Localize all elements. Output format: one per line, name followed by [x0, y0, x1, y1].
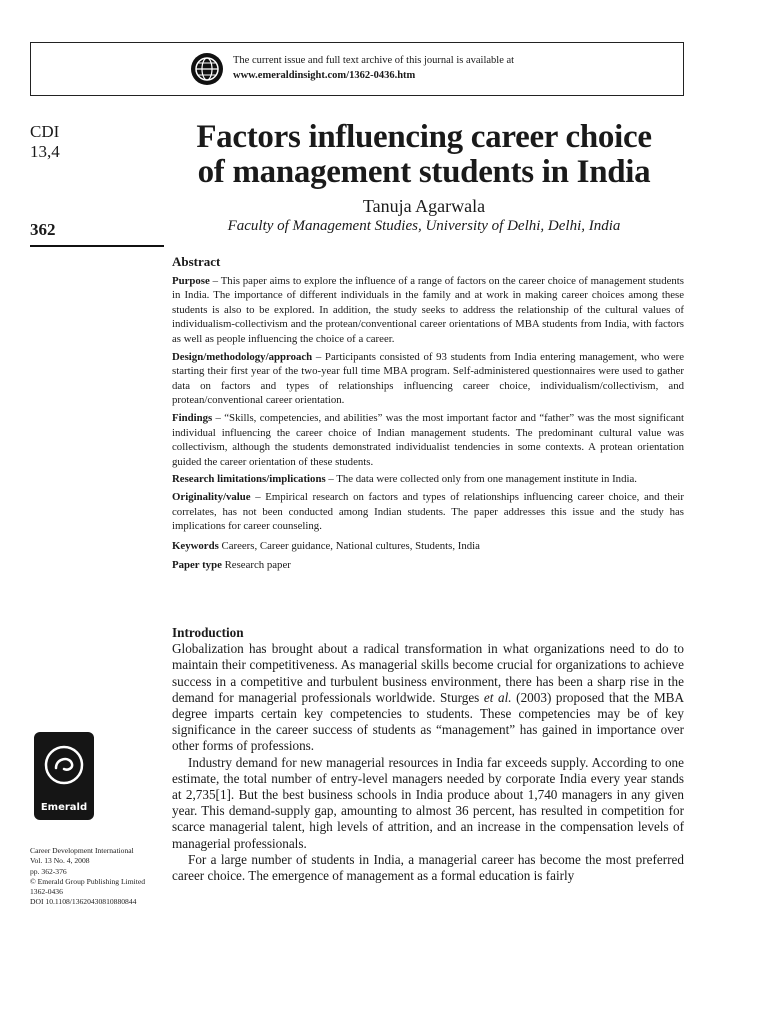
abstract-originality: [172, 490, 684, 534]
globe-icon: [191, 53, 223, 85]
originality-text: – Empirical research on factors and types of relationships influencing career choice, and their correlates, has not been conducted among Indian students. The paper addresses this issue and the study has implications for career counseling.: [172, 490, 684, 533]
pub-journal: Career Development International: [30, 846, 134, 855]
design-label: Design/methodology/approach: [172, 350, 313, 363]
volume-issue: 13,4: [30, 142, 60, 161]
purpose-text: – This paper aims to explore the influence of a range of factors on the career choice of management students in India. The importance of different individuals in the family and at work in making career choices among these students is also to be explored. In addition, the study seeks to address the relationship of the cultural values of individualism-collectivism and the protean/conventional career orientations of MBA students from India, with factors as well as people influencing the choice of a career.: [172, 274, 684, 345]
intro-paragraph-2: Industry demand for new managerial resources in India far exceeds supply. According to one estimate, the total number of entry-level managers needed by corporate India every year stands at 2,735[1]. But the best business schools in India produce about 1,740 managers in any given year. This demand-supply gap, amounting to almost 36 percent, has resulted in competition for scarce managerial talent, high levels of attrition, and an increase in the compensation levels of managerial professionals.: [172, 754, 684, 851]
journal-archive-banner: [30, 42, 684, 96]
journal-reference: [30, 122, 60, 162]
abstract-design: [172, 350, 684, 408]
intro-p1-text-a: Globalization has brought about a radical transformation in what organizations need to do to maintain their competitiveness. As managerial skills become crucial for organizations to achieve success in a competitive and turbulent business environment, there has been a sharp rise in the demand for managerial professionals worldwide. Sturges: [172, 641, 684, 705]
abstract-heading: Abstract: [172, 254, 221, 269]
limitations-label: Research limitations/implications: [172, 473, 326, 486]
pub-volume: Vol. 13 No. 4, 2008: [30, 856, 90, 866]
page-number: 362: [30, 220, 56, 239]
abstract-keywords: [172, 539, 684, 554]
keywords-label: Keywords: [172, 539, 219, 552]
title-line-1: Factors influencing career choice: [196, 119, 652, 155]
journal-abbreviation: CDI: [30, 122, 60, 141]
author-affiliation: Faculty of Management Studies, University of Delhi, Delhi, India: [227, 218, 621, 234]
pub-copyright: © Emerald Group Publishing Limited: [30, 876, 146, 886]
paper-type-label: Paper type: [172, 559, 222, 572]
emerald-wordmark: Emerald: [40, 802, 88, 813]
introduction-section: [172, 625, 684, 884]
limitations-text: – The data were collected only from one management institute in India.: [325, 473, 637, 486]
author-name: Tanuja Agarwala: [362, 196, 486, 216]
emerald-logo: [34, 732, 94, 820]
margin-divider: [30, 245, 164, 247]
journal-url-link[interactable]: www.emeraldinsight.com/1362-0436.htm: [233, 70, 416, 81]
et-al: et al.: [483, 689, 512, 705]
intro-paragraph-1: [172, 641, 684, 754]
article-title: [160, 120, 688, 190]
abstract-limitations: [172, 472, 684, 487]
publication-info: [30, 846, 145, 908]
abstract-purpose: [172, 274, 684, 347]
abstract-section: [172, 255, 684, 576]
abstract-findings: [172, 411, 684, 469]
findings-text: – “Skills, competencies, and abilities” was the most important factor and “father” was the most significant individual influencing the career choice of Indian management students. The predominant cultural value was collectivism, although the students demonstrated individualist tendencies in some contexts. A protean orientation guided the career orientation of these students.: [172, 411, 684, 468]
pub-issn: 1362-0436: [30, 887, 63, 897]
intro-paragraph-3: For a large number of students in India, a managerial career has become the most preferred career choice. The emergence of management as a formal education is fairly: [172, 851, 684, 884]
design-text: – Participants consisted of 93 students from India entering management, who were starting their first year of the two-year full time MBA program. Self-administered questionnaires were used to gather data on factors and types of relationships influencing career choice, individualism/collectivism, and protean/conventional career orientation.: [172, 350, 684, 407]
title-line-2: of management students in India: [197, 154, 651, 190]
introduction-heading: Introduction: [172, 625, 244, 640]
banner-archive-text: The current issue and full text archive of this journal is available at: [233, 55, 515, 66]
originality-label: Originality/value: [172, 490, 251, 503]
emerald-swirl-icon: [42, 738, 86, 792]
pub-doi: DOI 10.1108/13620430810880844: [30, 897, 137, 907]
pub-pages: pp. 362-376: [30, 866, 67, 876]
abstract-paper-type: [172, 558, 684, 573]
keywords-text: Careers, Career guidance, National cultures, Students, India: [218, 539, 480, 552]
findings-label: Findings: [172, 411, 213, 424]
purpose-label: Purpose: [172, 274, 210, 287]
intro-p1-text-b: (2003) proposed that the MBA degree imparts certain key competencies to students. These competencies may be of key significance in the career success of students as “management” has gained in importance over other forms of professions.: [172, 689, 685, 754]
paper-type-text: Research paper: [221, 559, 291, 572]
